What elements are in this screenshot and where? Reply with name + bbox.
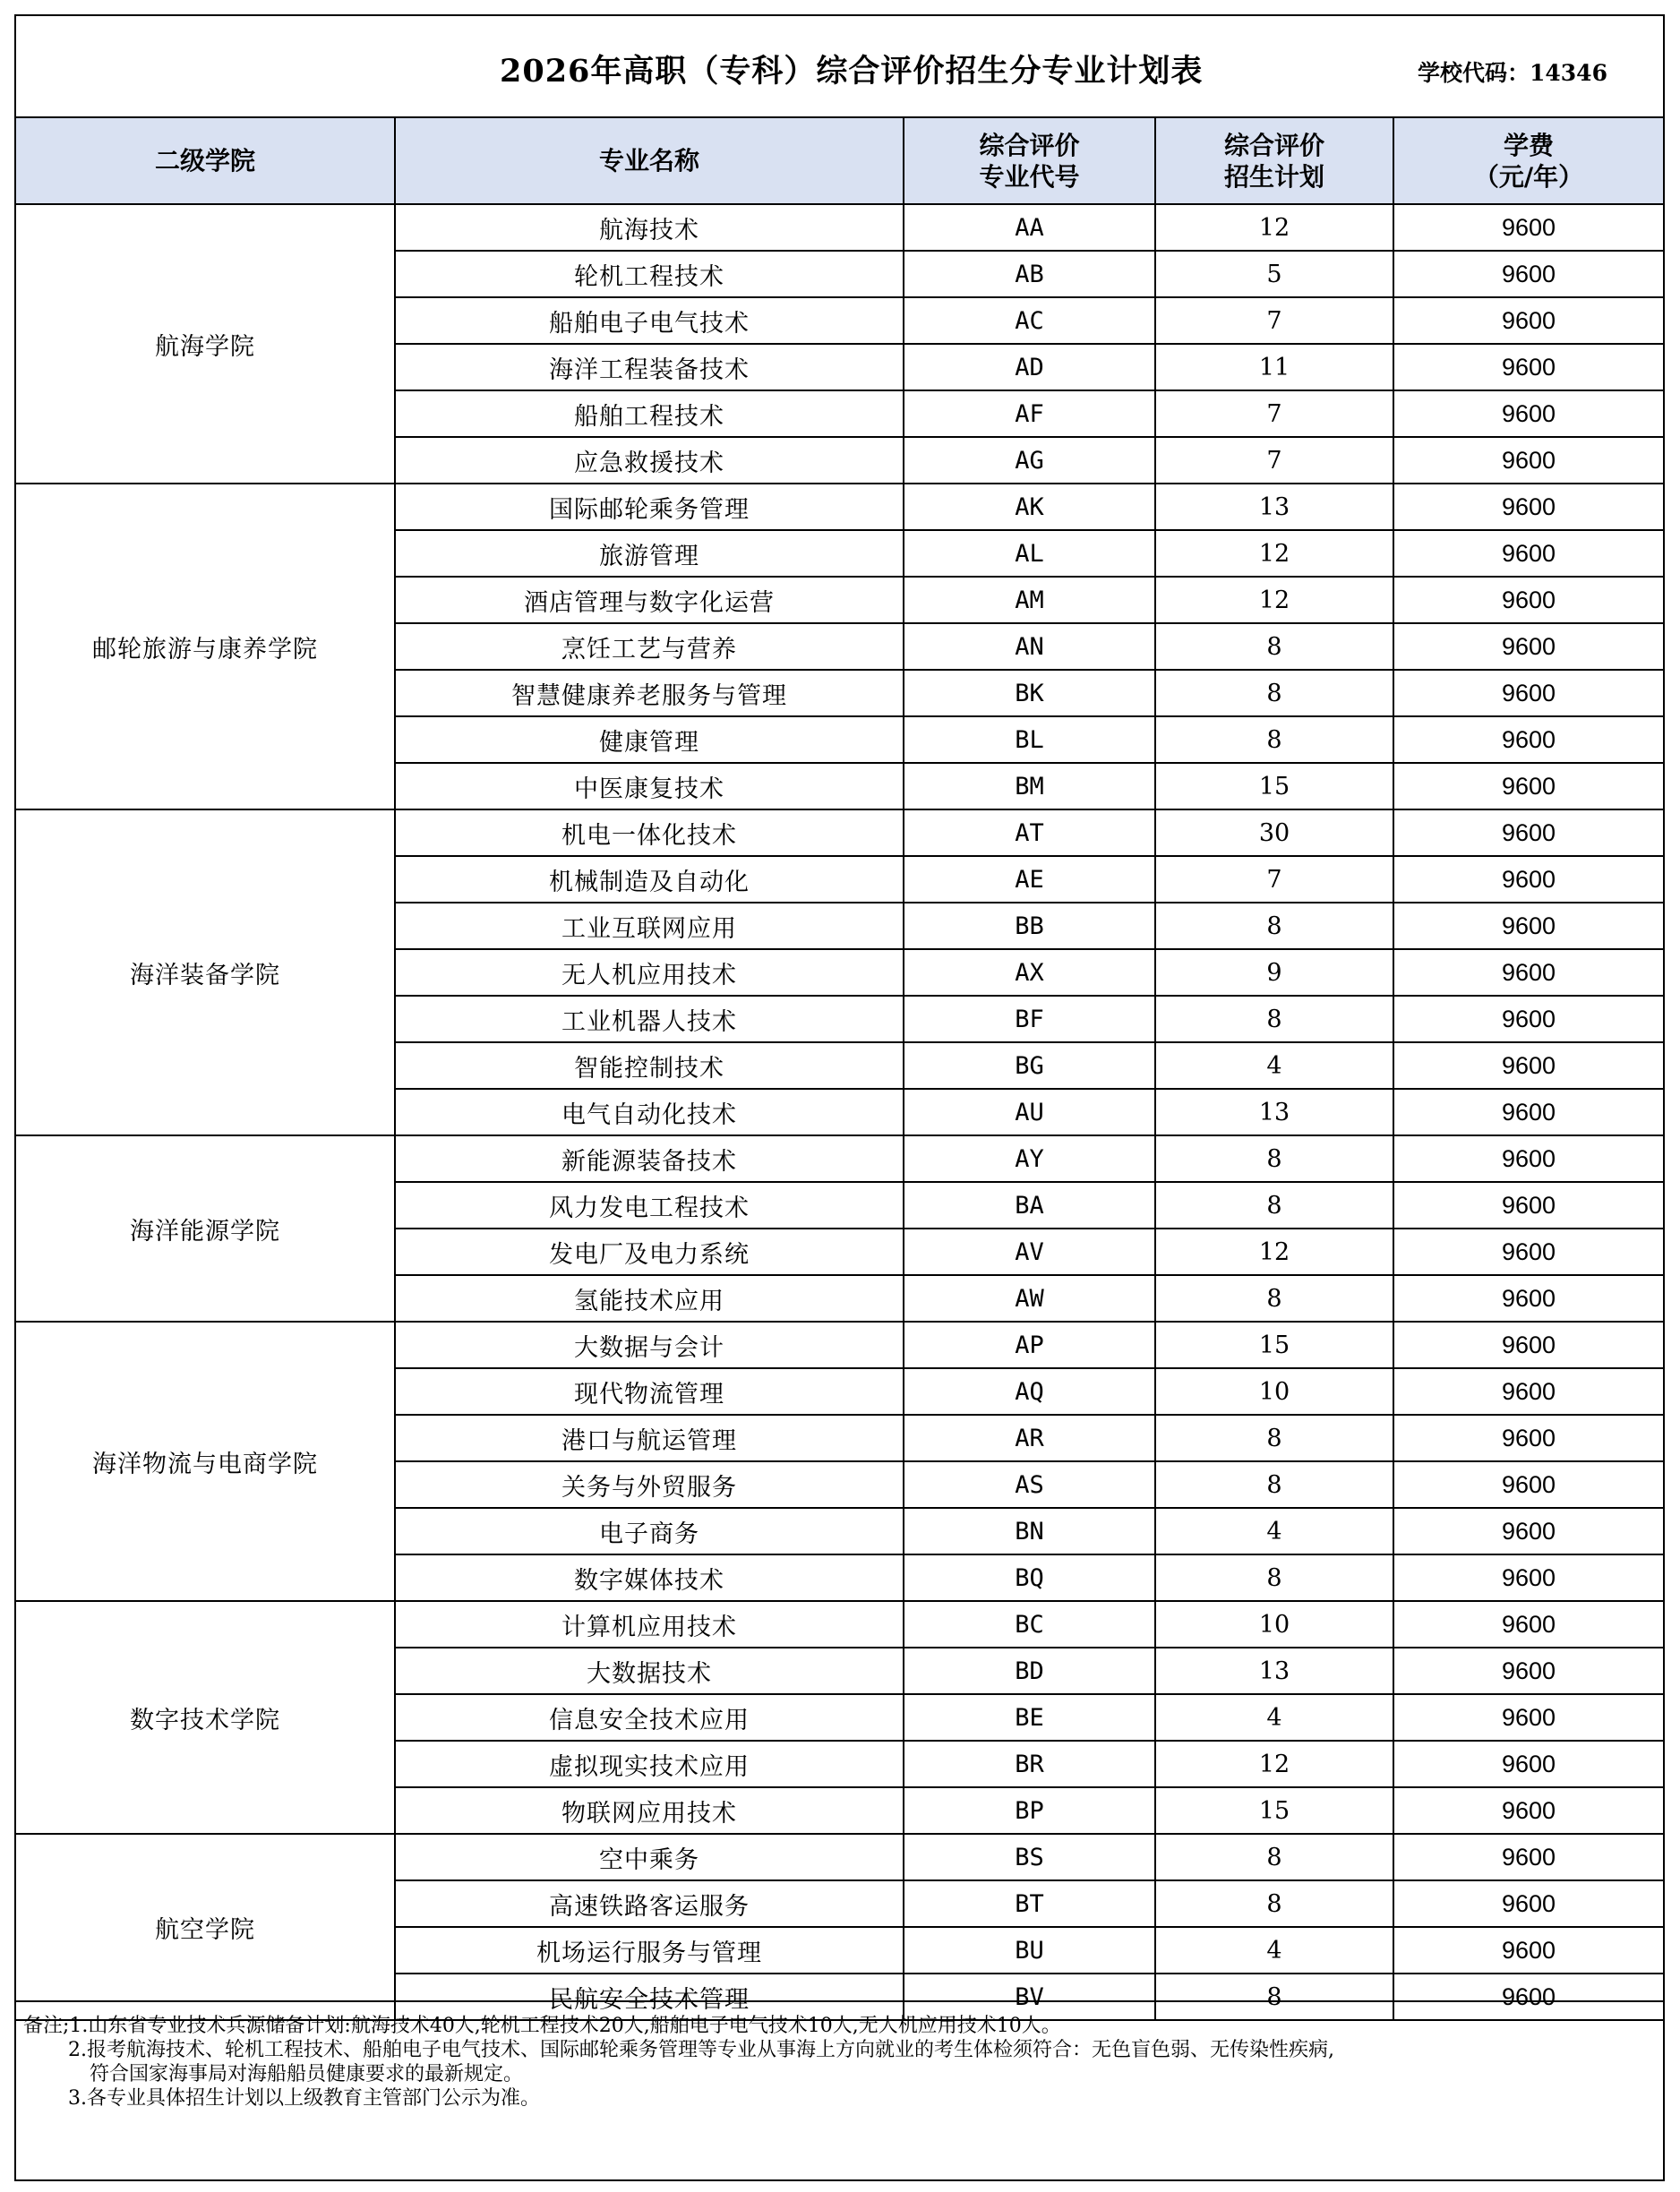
major-code-cell: BE: [904, 1694, 1155, 1741]
major-name-cell: 智能控制技术: [395, 1042, 904, 1089]
enrollment-plan-table: [16, 118, 1663, 2021]
college-name-cell: 邮轮旅游与康养学院: [16, 484, 395, 809]
major-name-cell: 计算机应用技术: [395, 1601, 904, 1648]
table-row: [16, 1601, 1663, 1648]
major-code-cell: BG: [904, 1042, 1155, 1089]
quota-cell: 4: [1155, 1508, 1393, 1554]
quota-cell: 8: [1155, 1135, 1393, 1182]
major-name-cell: 智慧健康养老服务与管理: [395, 670, 904, 716]
major-name-cell: 机场运行服务与管理: [395, 1927, 904, 1974]
major-name-cell: 中医康复技术: [395, 763, 904, 809]
tuition-fee-cell: 9600: [1393, 1368, 1663, 1415]
quota-cell: 12: [1155, 1741, 1393, 1787]
quota-cell: 13: [1155, 484, 1393, 530]
tuition-fee-cell: 9600: [1393, 949, 1663, 996]
major-name-cell: 虚拟现实技术应用: [395, 1741, 904, 1787]
major-code-cell: AQ: [904, 1368, 1155, 1415]
quota-cell: 10: [1155, 1601, 1393, 1648]
major-code-cell: BC: [904, 1601, 1155, 1648]
tuition-fee-cell: 9600: [1393, 1741, 1663, 1787]
major-name-cell: 海洋工程装备技术: [395, 344, 904, 390]
quota-cell: 12: [1155, 577, 1393, 623]
major-code-cell: AY: [904, 1135, 1155, 1182]
tuition-fee-cell: 9600: [1393, 577, 1663, 623]
tuition-fee-cell: 9600: [1393, 1554, 1663, 1601]
tuition-fee-cell: 9600: [1393, 1601, 1663, 1648]
quota-cell: 30: [1155, 809, 1393, 856]
table-row: [16, 1834, 1663, 1880]
major-name-cell: 烹饪工艺与营养: [395, 623, 904, 670]
quota-cell: 12: [1155, 530, 1393, 577]
college-name-cell: 海洋物流与电商学院: [16, 1322, 395, 1601]
tuition-fee-cell: 9600: [1393, 1135, 1663, 1182]
college-name-cell: 海洋装备学院: [16, 809, 395, 1135]
quota-cell: 8: [1155, 1461, 1393, 1508]
major-name-cell: 酒店管理与数字化运营: [395, 577, 904, 623]
table-row: [16, 809, 1663, 856]
major-name-cell: 物联网应用技术: [395, 1787, 904, 1834]
notes-section: [16, 2000, 1663, 2181]
note-1: 备注;1.山东省专业技术兵源储备计划:航海技术40人,轮机工程技术20人,船舶电子电气技术10人,无人机应用技术10人。: [23, 2015, 1061, 2037]
major-name-cell: 信息安全技术应用: [395, 1694, 904, 1741]
tuition-fee-cell: 9600: [1393, 1694, 1663, 1741]
tuition-fee-cell: 9600: [1393, 437, 1663, 484]
tuition-fee-cell: 9600: [1393, 809, 1663, 856]
major-name-cell: 现代物流管理: [395, 1368, 904, 1415]
college-name-cell: 数字技术学院: [16, 1601, 395, 1834]
quota-cell: 7: [1155, 856, 1393, 903]
major-name-cell: 新能源装备技术: [395, 1135, 904, 1182]
quota-cell: 8: [1155, 670, 1393, 716]
quota-cell: 13: [1155, 1089, 1393, 1135]
tuition-fee-cell: 9600: [1393, 996, 1663, 1042]
tuition-fee-cell: 9600: [1393, 1834, 1663, 1880]
tuition-fee-cell: 9600: [1393, 1275, 1663, 1322]
major-name-cell: 船舶工程技术: [395, 390, 904, 437]
tuition-fee-cell: 9600: [1393, 1089, 1663, 1135]
major-code-cell: AT: [904, 809, 1155, 856]
quota-cell: 8: [1155, 996, 1393, 1042]
tuition-fee-cell: 9600: [1393, 1974, 1663, 2020]
tuition-fee-cell: 9600: [1393, 204, 1663, 251]
major-code-cell: AA: [904, 204, 1155, 251]
quota-cell: 8: [1155, 1275, 1393, 1322]
major-code-cell: AF: [904, 390, 1155, 437]
tuition-fee-cell: 9600: [1393, 1648, 1663, 1694]
quota-cell: 7: [1155, 437, 1393, 484]
major-name-cell: 工业机器人技术: [395, 996, 904, 1042]
tuition-fee-cell: 9600: [1393, 1229, 1663, 1275]
quota-cell: 15: [1155, 1322, 1393, 1368]
major-name-cell: 关务与外贸服务: [395, 1461, 904, 1508]
quota-cell: 8: [1155, 1834, 1393, 1880]
header-quota: 综合评价 招生计划: [1155, 118, 1393, 204]
quota-cell: 4: [1155, 1694, 1393, 1741]
tuition-fee-cell: 9600: [1393, 623, 1663, 670]
major-code-cell: BP: [904, 1787, 1155, 1834]
tuition-fee-cell: 9600: [1393, 344, 1663, 390]
quota-cell: 7: [1155, 297, 1393, 344]
major-name-cell: 船舶电子电气技术: [395, 297, 904, 344]
major-code-cell: AM: [904, 577, 1155, 623]
tuition-fee-cell: 9600: [1393, 1415, 1663, 1461]
tuition-fee-cell: 9600: [1393, 763, 1663, 809]
quota-cell: 5: [1155, 251, 1393, 297]
note-3: 3.各专业具体招生计划以上级教育主管部门公示为准。: [68, 2087, 540, 2110]
table-row: [16, 1135, 1663, 1182]
tuition-fee-cell: 9600: [1393, 1322, 1663, 1368]
major-code-cell: AX: [904, 949, 1155, 996]
major-code-cell: BV: [904, 1974, 1155, 2020]
tuition-fee-cell: 9600: [1393, 1880, 1663, 1927]
school-code: 学校代码：14346: [1418, 60, 1607, 86]
major-name-cell: 应急救援技术: [395, 437, 904, 484]
major-name-cell: 机械制造及自动化: [395, 856, 904, 903]
tuition-fee-cell: 9600: [1393, 903, 1663, 949]
major-code-cell: BN: [904, 1508, 1155, 1554]
major-name-cell: 氢能技术应用: [395, 1275, 904, 1322]
major-name-cell: 无人机应用技术: [395, 949, 904, 996]
major-code-cell: BF: [904, 996, 1155, 1042]
quota-cell: 4: [1155, 1042, 1393, 1089]
major-name-cell: 空中乘务: [395, 1834, 904, 1880]
quota-cell: 8: [1155, 1554, 1393, 1601]
quota-cell: 8: [1155, 1974, 1393, 2020]
table-row: [16, 204, 1663, 251]
major-code-cell: AU: [904, 1089, 1155, 1135]
tuition-fee-cell: 9600: [1393, 1787, 1663, 1834]
major-code-cell: BT: [904, 1880, 1155, 1927]
quota-cell: 10: [1155, 1368, 1393, 1415]
tuition-fee-cell: 9600: [1393, 856, 1663, 903]
title-row: [16, 16, 1663, 118]
major-name-cell: 发电厂及电力系统: [395, 1229, 904, 1275]
quota-cell: 8: [1155, 716, 1393, 763]
major-code-cell: BB: [904, 903, 1155, 949]
major-code-cell: AR: [904, 1415, 1155, 1461]
college-name-cell: 海洋能源学院: [16, 1135, 395, 1322]
table-header-row: [16, 118, 1663, 204]
tuition-fee-cell: 9600: [1393, 297, 1663, 344]
major-name-cell: 旅游管理: [395, 530, 904, 577]
major-code-cell: AG: [904, 437, 1155, 484]
quota-cell: 7: [1155, 390, 1393, 437]
major-name-cell: 机电一体化技术: [395, 809, 904, 856]
quota-cell: 8: [1155, 1880, 1393, 1927]
tuition-fee-cell: 9600: [1393, 251, 1663, 297]
quota-cell: 12: [1155, 204, 1393, 251]
tuition-fee-cell: 9600: [1393, 670, 1663, 716]
tuition-fee-cell: 9600: [1393, 1042, 1663, 1089]
major-code-cell: BS: [904, 1834, 1155, 1880]
quota-cell: 15: [1155, 1787, 1393, 1834]
quota-cell: 15: [1155, 763, 1393, 809]
major-code-cell: BK: [904, 670, 1155, 716]
tuition-fee-cell: 9600: [1393, 390, 1663, 437]
tuition-fee-cell: 9600: [1393, 1508, 1663, 1554]
major-code-cell: BL: [904, 716, 1155, 763]
major-code-cell: BR: [904, 1741, 1155, 1787]
major-code-cell: AS: [904, 1461, 1155, 1508]
major-code-cell: AC: [904, 297, 1155, 344]
page-title: 2026年高职（专科）综合评价招生分专业计划表: [500, 53, 1204, 90]
major-code-cell: BM: [904, 763, 1155, 809]
major-code-cell: AD: [904, 344, 1155, 390]
major-code-cell: AE: [904, 856, 1155, 903]
quota-cell: 11: [1155, 344, 1393, 390]
tuition-fee-cell: 9600: [1393, 1461, 1663, 1508]
major-name-cell: 大数据技术: [395, 1648, 904, 1694]
major-name-cell: 电子商务: [395, 1508, 904, 1554]
major-code-cell: AV: [904, 1229, 1155, 1275]
major-name-cell: 健康管理: [395, 716, 904, 763]
major-name-cell: 国际邮轮乘务管理: [395, 484, 904, 530]
quota-cell: 8: [1155, 1182, 1393, 1229]
tuition-fee-cell: 9600: [1393, 1927, 1663, 1974]
major-name-cell: 工业互联网应用: [395, 903, 904, 949]
quota-cell: 4: [1155, 1927, 1393, 1974]
table-row: [16, 1322, 1663, 1368]
plan-sheet: [14, 14, 1665, 2181]
major-code-cell: AL: [904, 530, 1155, 577]
major-code-cell: BQ: [904, 1554, 1155, 1601]
major-name-cell: 大数据与会计: [395, 1322, 904, 1368]
tuition-fee-cell: 9600: [1393, 716, 1663, 763]
quota-cell: 13: [1155, 1648, 1393, 1694]
major-code-cell: BU: [904, 1927, 1155, 1974]
major-name-cell: 航海技术: [395, 204, 904, 251]
note-2-continued: 符合国家海事局对海船船员健康要求的最新规定。: [90, 2063, 524, 2085]
table-body: [16, 204, 1663, 2020]
major-code-cell: AB: [904, 251, 1155, 297]
major-name-cell: 轮机工程技术: [395, 251, 904, 297]
quota-cell: 8: [1155, 623, 1393, 670]
major-code-cell: AK: [904, 484, 1155, 530]
header-major: 专业名称: [395, 118, 904, 204]
quota-cell: 8: [1155, 1415, 1393, 1461]
major-code-cell: AW: [904, 1275, 1155, 1322]
header-fee: 学费 （元/年）: [1393, 118, 1663, 204]
major-code-cell: BD: [904, 1648, 1155, 1694]
major-code-cell: BA: [904, 1182, 1155, 1229]
major-name-cell: 港口与航运管理: [395, 1415, 904, 1461]
major-code-cell: AP: [904, 1322, 1155, 1368]
tuition-fee-cell: 9600: [1393, 530, 1663, 577]
major-name-cell: 数字媒体技术: [395, 1554, 904, 1601]
header-code: 综合评价 专业代号: [904, 118, 1155, 204]
college-name-cell: 航海学院: [16, 204, 395, 484]
major-name-cell: 电气自动化技术: [395, 1089, 904, 1135]
note-2: 2.报考航海技术、轮机工程技术、船舶电子电气技术、国际邮轮乘务管理等专业从事海上方向就业的考生体检须符合：无色盲色弱、无传染性疾病,: [68, 2039, 1334, 2061]
quota-cell: 8: [1155, 903, 1393, 949]
quota-cell: 9: [1155, 949, 1393, 996]
header-college: 二级学院: [16, 118, 395, 204]
quota-cell: 12: [1155, 1229, 1393, 1275]
table-row: [16, 484, 1663, 530]
major-name-cell: 民航安全技术管理: [395, 1974, 904, 2020]
major-code-cell: AN: [904, 623, 1155, 670]
major-name-cell: 高速铁路客运服务: [395, 1880, 904, 1927]
college-name-cell: 航空学院: [16, 1834, 395, 2020]
tuition-fee-cell: 9600: [1393, 484, 1663, 530]
major-name-cell: 风力发电工程技术: [395, 1182, 904, 1229]
tuition-fee-cell: 9600: [1393, 1182, 1663, 1229]
